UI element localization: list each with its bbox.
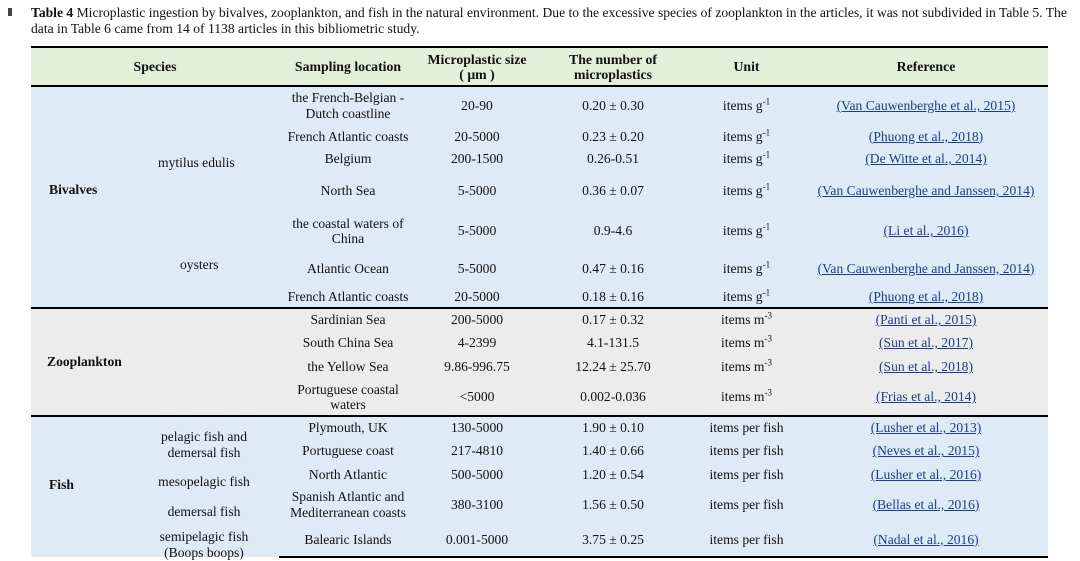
reference-link[interactable]: (Sun et al., 2017) [878,335,973,351]
reference-link[interactable]: (Lusher et al., 2016) [870,467,982,483]
cell-unit: items $m^{-3}$ [721,333,772,351]
reference-link[interactable]: (Panti et al., 2015) [875,312,977,328]
cell-reference[interactable] [804,416,1048,439]
cell-reference[interactable] [804,170,1048,211]
table-caption [31,5,1071,36]
cell-size: 130-5000 [417,416,537,439]
cell-reference[interactable] [804,331,1048,355]
cell-location: Balearic Islands [279,523,417,557]
cell-size: 9.86-996.75 [444,359,510,375]
cell-size: 20-90 [461,98,493,114]
cell-location: Portuguese coast [302,443,394,459]
cell-location: the coastal waters of China [292,215,404,247]
cell-size: <5000 [459,389,495,405]
cell-size: 20-5000 [454,128,500,144]
species-semipelagic: semipelagic fish (Boops boops) [159,529,249,560]
cell-location: Belgium [324,151,372,167]
reference-link[interactable]: (Li et al., 2016) [883,223,969,239]
cell-size: 200-1500 [450,151,504,167]
cell-location: French Atlantic coasts [287,288,409,304]
cell-number: 4.1-131.5 [586,335,640,351]
species-oysters: oysters [180,257,219,272]
reference-link[interactable]: (Neves et al., 2015) [872,443,980,459]
cell-size: 380-3100 [450,496,504,512]
cell-size: 20-5000 [454,288,500,304]
cell-unit: items $g^{-1}$ [722,127,771,144]
reference-link[interactable]: (Phuong et al., 2018) [868,128,984,144]
reference-link[interactable]: (Nadal et al., 2016) [873,531,979,547]
cell-unit: items $g^{-1}$ [722,149,771,167]
header-size-label: Microplastic size [427,51,527,67]
cell-reference[interactable] [804,486,1048,522]
group-bivalves-label: Bivalves [49,182,98,197]
cell-reference[interactable] [804,286,1048,308]
cell-reference[interactable] [804,148,1048,171]
species-demersal: demersal fish [167,504,241,519]
cell-size: 0.001-5000 [417,523,537,557]
cell-number: 0.26-0.51 [586,151,640,167]
cell-number: 1.90 ± 0.10 [537,416,689,439]
cell-size: 4-2399 [457,335,497,351]
cell-size: 5-5000 [457,183,497,199]
cell-location: Sardinian Sea [279,308,417,331]
cell-reference[interactable] [804,212,1048,251]
cell-unit: items $m^{-3}$ [721,357,772,375]
cell-unit: items per fish [709,496,784,512]
cell-location: Spanish Atlantic and Mediterranean coasts [290,489,406,520]
cell-location: Portuguese coastal waters [297,381,399,412]
cell-number: 0.9-4.6 [593,223,633,239]
page-edge-mark [8,8,12,16]
cell-size: 5-5000 [457,260,497,276]
cell-size: 217-4810 [450,443,504,459]
cell-size: 5-5000 [457,223,497,239]
cell-reference[interactable] [804,379,1048,416]
caption-text: Microplastic ingestion by bivalves, zooplankton, and fish in the natural environment. Due to the excessive species of zooplankton in the articles, it was not subdivided in Table 5. The data in Table 6 came from 14 of 1138 articles in this bibliometric study. [31,5,1067,36]
reference-link[interactable]: (Bellas et al., 2016) [872,496,980,512]
species-mytilus: mytilus edulis [158,155,235,170]
reference-link[interactable]: (Lusher et al., 2013) [870,420,982,436]
cell-reference[interactable] [804,523,1048,557]
cell-reference[interactable] [804,308,1048,331]
cell-location: Plymouth, UK [279,416,417,439]
reference-link[interactable]: (Phuong et al., 2018) [868,288,984,304]
cell-unit: items $g^{-1}$ [722,259,771,276]
reference-link[interactable]: (Van Cauwenberghe and Janssen, 2014) [817,183,1035,199]
reference-link[interactable]: (Sun et al., 2018) [878,359,973,375]
cell-unit: items per fish [689,523,804,557]
microplastic-table [31,46,1048,558]
table-row [31,86,1048,125]
cell-size: 500-5000 [450,467,504,483]
cell-number: 0.36 ± 0.07 [582,183,644,199]
cell-location: the French-Belgian -Dutch coastline [291,90,405,121]
cell-location: North Atlantic [308,467,388,483]
group-bivalves [31,86,279,308]
header-size [417,47,537,86]
header-row [31,47,1048,86]
reference-link[interactable]: (Van Cauwenberghe and Janssen, 2014) [817,260,1035,276]
species-mesopelagic: mesopelagic fish [158,474,250,489]
cell-reference[interactable] [804,355,1048,379]
cell-number: 0.20 ± 0.30 [582,98,644,114]
cell-location: North Sea [320,183,376,199]
cell-location: South China Sea [302,335,394,351]
cell-location: the Yellow Sea [307,359,389,375]
cell-number: 12.24 ± 25.70 [575,359,651,375]
cell-location: Atlantic Ocean [307,260,389,276]
header-species: Species [31,47,279,86]
cell-location: French Atlantic coasts [287,128,409,144]
header-number: The number of microplastics [537,47,689,86]
cell-number: 0.002-0.036 [580,389,646,405]
group-zooplankton: Zooplankton [31,308,279,416]
cell-reference[interactable] [804,125,1048,148]
species-pelagic: pelagic fish and demersal fish [160,429,248,460]
header-unit: Unit [689,47,804,86]
header-reference: Reference [804,47,1048,86]
cell-unit: items $g^{-1}$ [722,96,771,114]
reference-link[interactable]: (Van Cauwenberghe et al., 2015) [836,98,1016,114]
cell-number: 0.47 ± 0.16 [582,260,644,276]
cell-number: 0.17 ± 0.32 [537,308,689,331]
cell-unit: items per fish [689,416,804,439]
cell-number: 3.75 ± 0.25 [537,523,689,557]
group-fish-label: Fish [49,477,74,492]
cell-reference[interactable] [804,463,1048,486]
cell-reference[interactable] [804,251,1048,287]
cell-unit: items per fish [709,443,784,459]
cell-unit: items $g^{-1}$ [722,181,771,199]
cell-number: 0.18 ± 0.16 [582,288,644,304]
cell-number: 1.56 ± 0.50 [582,496,644,512]
cell-reference[interactable] [804,86,1048,125]
cell-reference[interactable] [804,439,1048,463]
cell-unit: items $g^{-1}$ [722,287,771,304]
cell-unit: items $m^{-3}$ [689,308,804,331]
cell-number: 1.40 ± 0.66 [582,443,644,459]
table-row [31,416,1048,439]
header-size-unit: ( μm ) [459,66,495,82]
cell-unit: items $g^{-1}$ [722,221,771,239]
caption-label: Table 4 [31,5,74,20]
table-row [31,308,1048,331]
cell-size: 200-5000 [417,308,537,331]
cell-number: 1.20 ± 0.54 [582,467,644,483]
reference-link[interactable]: (Frias et al., 2014) [875,389,977,405]
cell-unit: items $m^{-3}$ [721,387,772,405]
reference-link[interactable]: (De Witte et al., 2014) [865,151,987,167]
header-location: Sampling location [279,47,417,86]
group-fish [31,416,279,560]
cell-number: 0.23 ± 0.20 [582,128,644,144]
cell-unit: items per fish [709,467,784,483]
